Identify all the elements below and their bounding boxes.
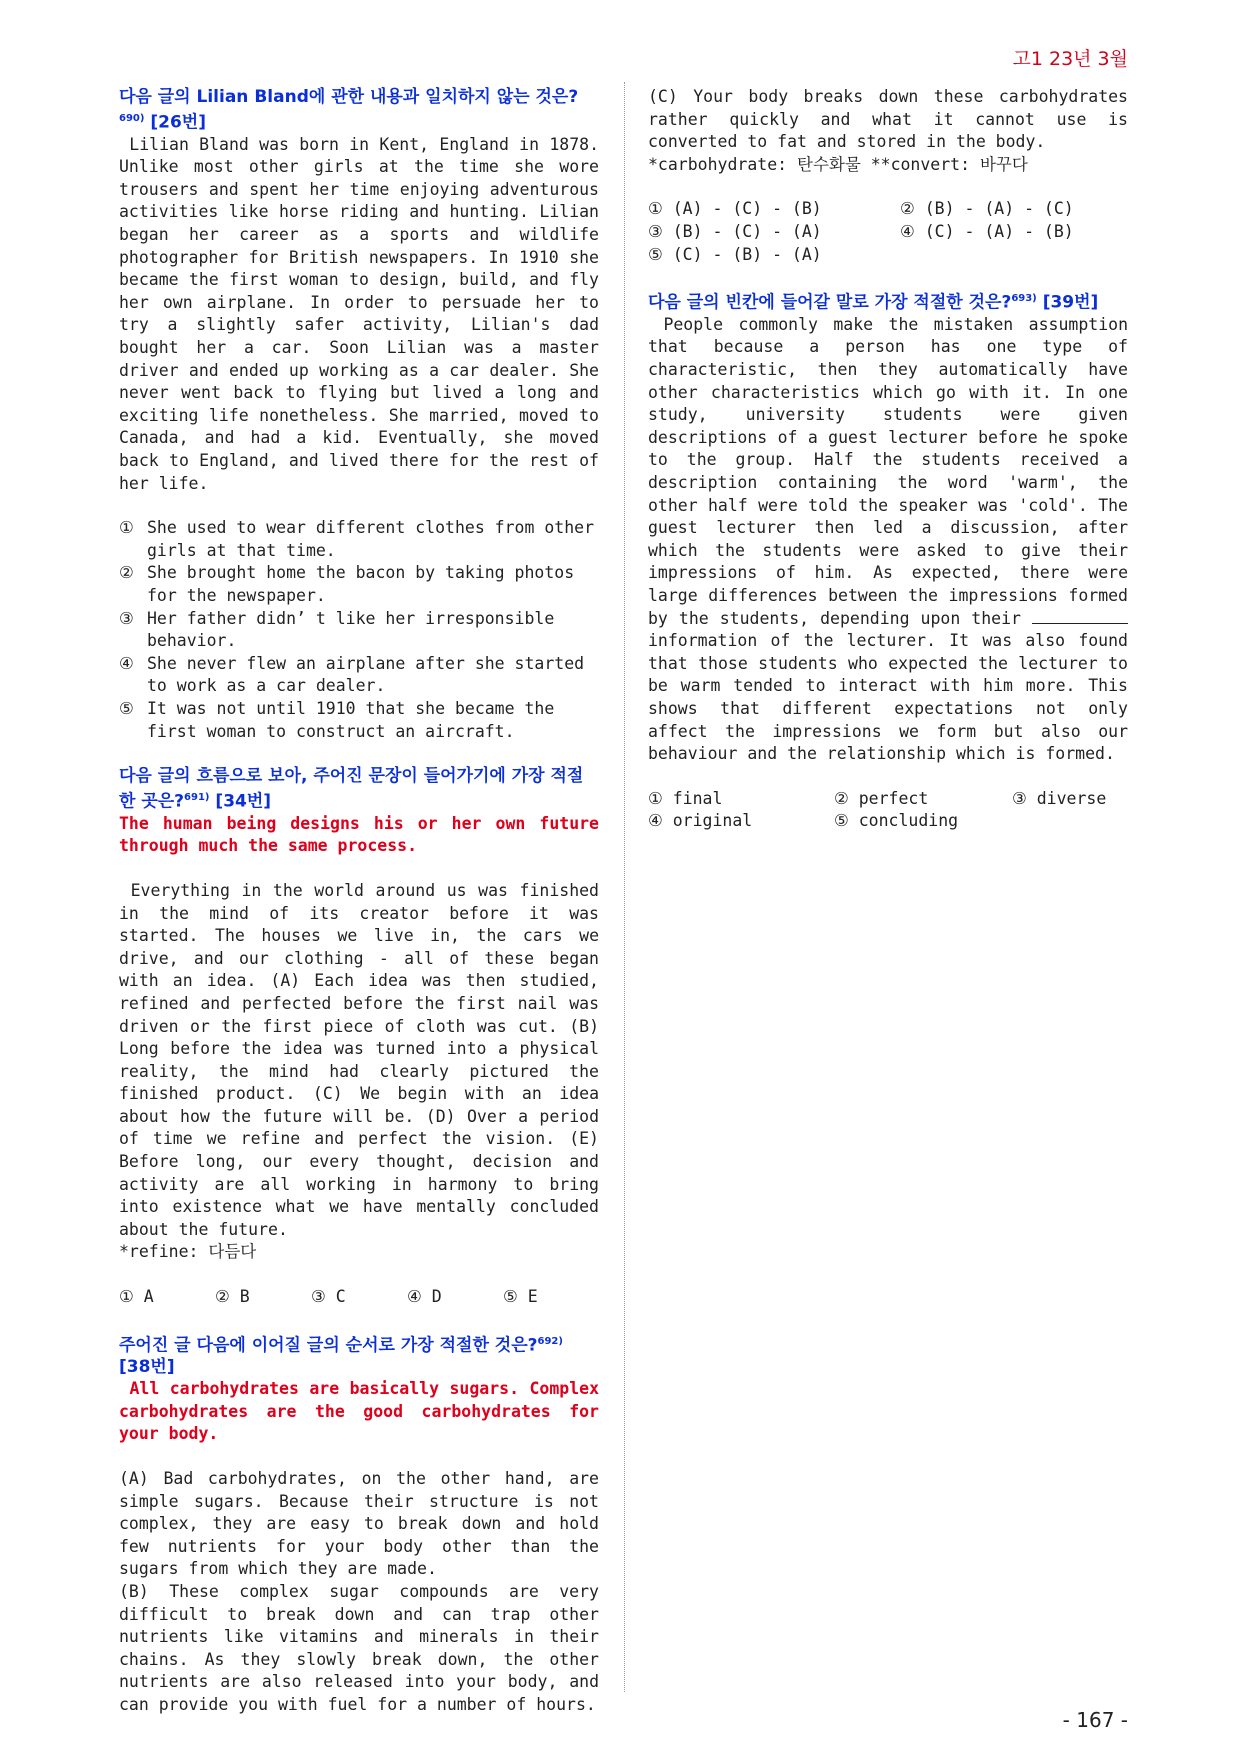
- option-4[interactable]: ④ (C) - (A) - (B): [900, 221, 1074, 241]
- question-693-options: [648, 788, 1128, 833]
- right-column: [648, 86, 1128, 833]
- question-691-passage: Everything in the world around us was finished in the mind of its creator before it was started. The houses we live in, the cars we drive, and our clothing - all of these began with an idea. (A) Each idea was then studied, refined and perfected before the first nail was driven or the first piece of cloth was cut. (B) Long before the idea was turned into a physical reality, the mind had clearly pictured the finished product. (C) We begin with an idea about how the future will be. (D) Over a period of time we refine and perfect the vision. (E) Before long, our every thought, decision and activity are all working in harmony to bring into existence what we have mentally concluded about the future. *refine: 다듬다: [119, 880, 599, 1264]
- option-4[interactable]: ④ She never flew an airplane after she started to work as a car dealer.: [119, 653, 585, 696]
- question-690-heading: 다음 글의 Lilian Bland에 관한 내용과 일치하지 않는 것은?$^{690)}$ [26번]: [119, 87, 579, 133]
- option-2[interactable]: ② She brought home the bacon by taking photos for the newspaper.: [119, 563, 575, 605]
- question-693-heading: 다음 글의 빈칸에 들어갈 말로 가장 적절한 것은?$^{693)}$ [39번]: [648, 292, 1099, 313]
- question-692-options: [648, 198, 1128, 266]
- page-number: - 167 -: [1062, 1708, 1128, 1732]
- question-693-passage: People commonly make the mistaken assumption that because a person has one type of characteristic, then they automatically have other characteristics which go with it. In one study, university students were given descriptions of a guest lecturer before he spoke to the group. Half the students received a description containing the word 'warm', the other half were told the speaker was 'cold'. The guest lecturer then led a discussion, after which the students were asked to give their impressions of him. As expected, there were large differences between the impressions formed by the students, depending upon their information of the lecturer. It was also found that those students who expected the lecturer to be warm tended to interact with him more. This shows that different expectations not only affect the impressions we form but also our behaviour and the relationship which is formed.: [648, 314, 1129, 764]
- option-5[interactable]: ⑤ concluding: [834, 811, 959, 831]
- answer-blank: [1032, 609, 1128, 624]
- question-691-given-sentence: The human being designs his or her own future through much the same process.: [119, 813, 599, 856]
- option-1[interactable]: ① She used to wear different clothes from other girls at that time.: [119, 518, 595, 560]
- option-1[interactable]: ① final: [648, 788, 723, 808]
- question-691-heading: 다음 글의 흐름으로 보아, 주어진 문장이 들어가기에 가장 적절한 곳은?$^{691)}$ [34번]: [119, 766, 584, 812]
- question-690-options: [119, 517, 599, 743]
- option-3[interactable]: ③ C: [311, 1287, 346, 1307]
- option-4[interactable]: ④ original: [648, 811, 753, 831]
- left-column: [119, 86, 599, 1717]
- column-divider: [624, 82, 625, 1692]
- option-1[interactable]: ① A: [119, 1287, 154, 1307]
- option-3[interactable]: ③ (B) - (C) - (A): [648, 221, 822, 241]
- option-5[interactable]: ⑤ (C) - (B) - (A): [648, 244, 822, 264]
- option-3[interactable]: ③ diverse: [1012, 788, 1107, 808]
- question-691-note: *refine: 다듬다: [119, 1242, 257, 1262]
- page-header: 고1 23년 3월: [1012, 48, 1128, 70]
- option-2[interactable]: ② B: [215, 1287, 250, 1307]
- question-692-paragraph-c: (C) Your body breaks down these carbohydrates rather quickly and what it cannot use is converted to fat and stored in the body. *carbohydrate: 탄수화물 **convert: 바꾸다: [648, 86, 1128, 176]
- option-3[interactable]: ③ Her father didn’ t like her irresponsible behavior.: [119, 608, 555, 651]
- paragraph-b: (B) These complex sugar compounds are very difficult to break down and can trap other nutrients like vitamins and minerals in their chains. As they slowly break down, the other nutrients are also released into your body, and can provide you with fuel for a number of hours.: [119, 1582, 599, 1714]
- question-691-options: [119, 1286, 599, 1309]
- option-2[interactable]: ② perfect: [834, 788, 929, 808]
- question-692-heading: 주어진 글 다음에 이어질 글의 순서로 가장 적절한 것은?$^{692)}$ [38번]: [119, 1335, 563, 1378]
- option-4[interactable]: ④ D: [407, 1287, 442, 1307]
- question-692-given-text: All carbohydrates are basically sugars. Complex carbohydrates are the good carbohydrates for your body.: [119, 1379, 600, 1444]
- paragraph-a: (A) Bad carbohydrates, on the other hand, are simple sugars. Because their structure is not complex, they are easy to break down and hold few nutrients for your body other than the sugars from which they are made.: [119, 1469, 599, 1579]
- question-690-passage: Lilian Bland was born in Kent, England in 1878. Unlike most other girls at the time she wore trousers and spent her time enjoying adventurous activities like horse riding and hunting. Lilian began her career as a sports and wildlife photographer for British newspapers. In 1910 she became the first woman to design, build, and fly her own airplane. In order to persuade her to try a slightly safer activity, Lilian's dad bought her a car. Soon Lilian was a master driver and ended up working as a car dealer. She never went back to flying but lived a long and exciting life nonetheless. She married, moved to Canada, and had a kid. Eventually, she moved back to England, and lived there for the rest of her life.: [119, 134, 600, 493]
- option-1[interactable]: ① (A) - (C) - (B): [648, 199, 822, 219]
- question-692-note: *carbohydrate: 탄수화물 **convert: 바꾸다: [648, 154, 1028, 174]
- option-5[interactable]: ⑤ It was not until 1910 that she became the first woman to construct an aircraft.: [119, 698, 555, 741]
- option-5[interactable]: ⑤ E: [503, 1287, 538, 1307]
- option-2[interactable]: ② (B) - (A) - (C): [900, 199, 1074, 219]
- question-692-paragraphs: [119, 1468, 599, 1717]
